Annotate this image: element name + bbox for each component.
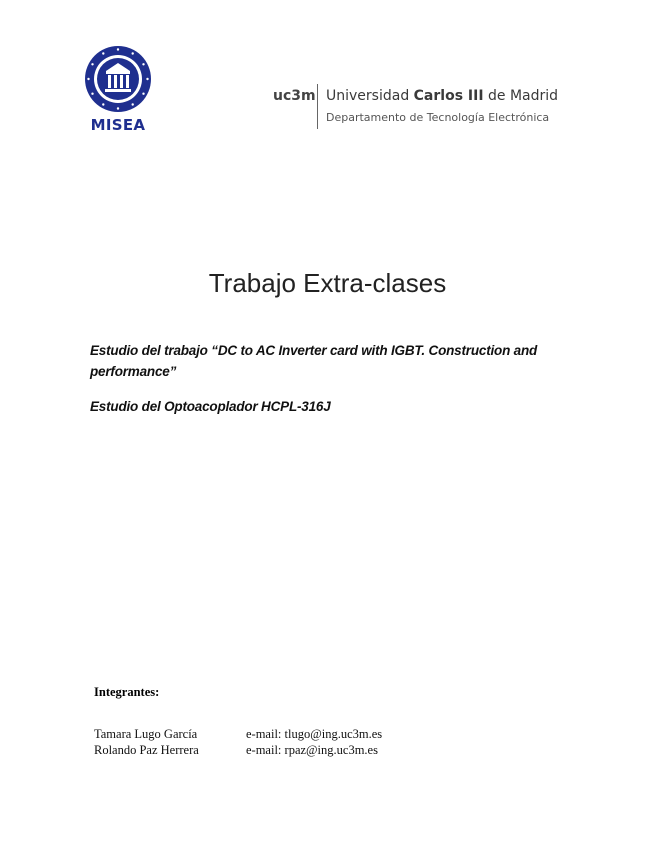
university-name: Universidad Carlos III de Madrid (326, 88, 559, 104)
member-email: e-mail: tlugo@ing.uc3m.es (246, 727, 383, 741)
members-heading: Integrantes: (94, 685, 160, 699)
misea-seal-icon (84, 45, 152, 113)
member-email: e-mail: rpaz@ing.uc3m.es (246, 743, 378, 757)
member-name: Tamara Lugo García (94, 727, 198, 741)
misea-logo-word: MISEA (90, 116, 146, 134)
document-title: Trabajo Extra-clases (208, 268, 447, 298)
member-name: Rolando Paz Herrera (94, 743, 199, 757)
department-name: Departamento de Tecnología Electrónica (326, 111, 550, 124)
subtitle-optocoupler-study: Estudio del Optoacoplador HCPL-316J (90, 399, 331, 414)
uc3m-logo-mark: uc3m (273, 88, 316, 104)
logo-divider (317, 84, 318, 129)
subtitle-work-study: Estudio del trabajo “DC to AC Inverter card with IGBT. Construction and performance” (90, 343, 538, 379)
